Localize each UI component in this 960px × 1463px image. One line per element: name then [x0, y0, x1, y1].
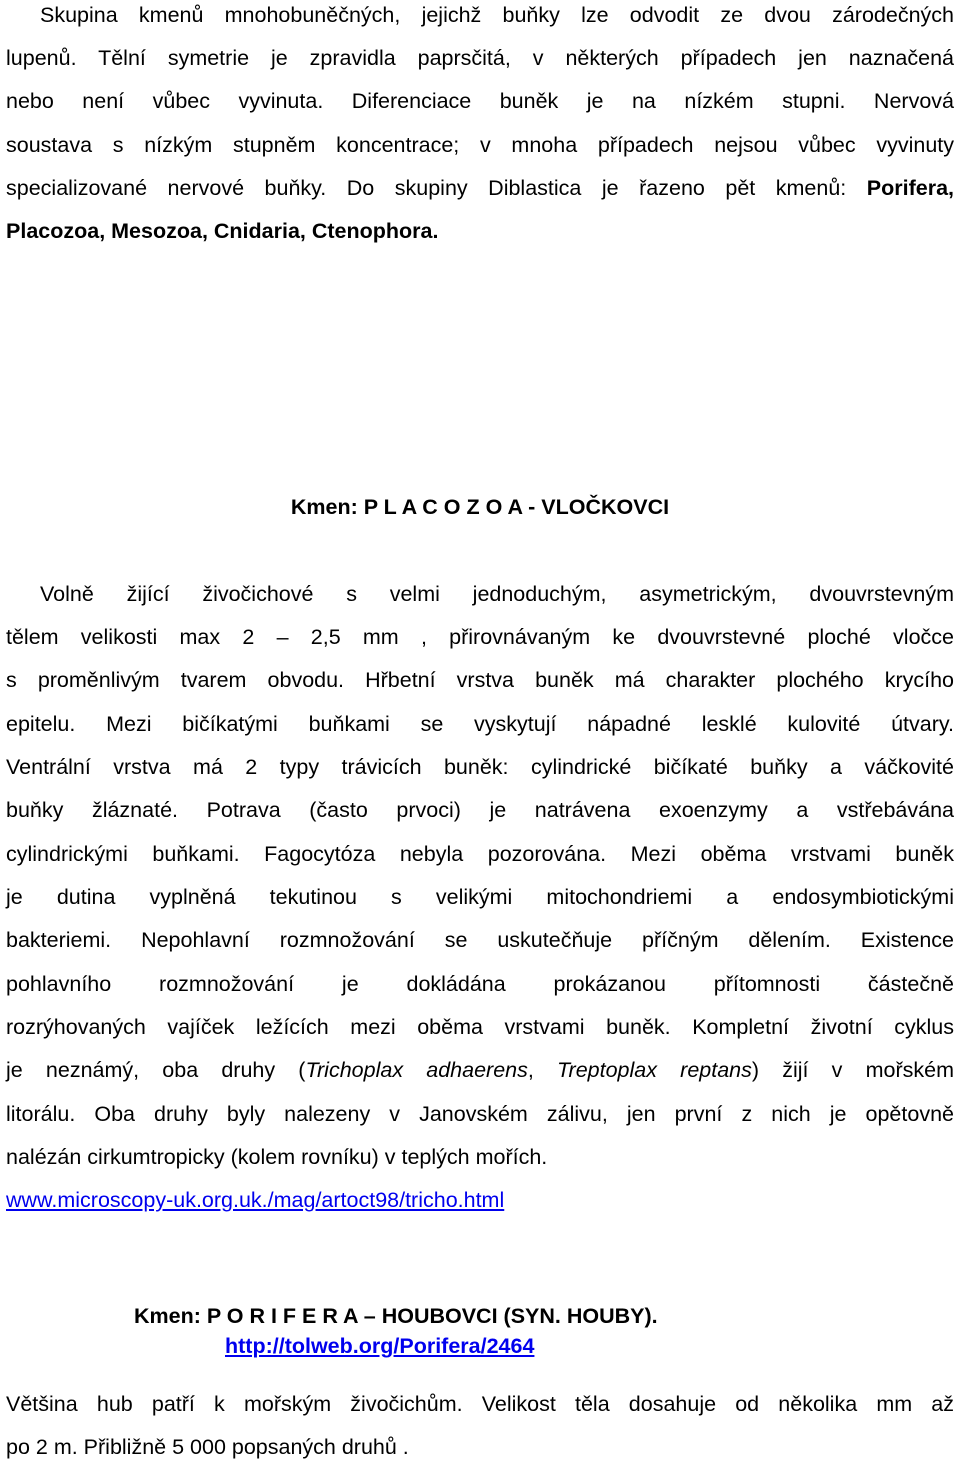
intro-line-5-text: specializované nervové buňky. Do skupiny Diblastica je řazeno pět kmenů:	[6, 176, 867, 200]
intro-line-6-taxa: Placozoa, Mesozoa, Cnidaria, Ctenophora.	[6, 219, 439, 243]
placozoa-line-12-b: ,	[527, 1058, 558, 1082]
porifera-link-line	[225, 1333, 534, 1359]
placozoa-line-9: bakteriemi. Nepohlavní rozmnožování se uskutečňuje příčným dělením. Existence	[6, 928, 954, 952]
placozoa-line-1: Volně žijící živočichové s velmi jednoduchým, asymetrickým, dvouvrstevným	[40, 582, 954, 606]
taxon-porifera: Porifera,	[866, 176, 954, 200]
species-trichoplax: Trichoplax adhaerens	[305, 1058, 528, 1082]
intro-line-1: Skupina kmenů mnohobuněčných, jejichž buňky lze odvodit ze dvou zárodečných	[40, 3, 954, 27]
placozoa-line-13: litorálu. Oba druhy byly nalezeny v Janovském zálivu, jen první z nich je opětovně	[6, 1102, 954, 1126]
placozoa-line-12-a: je neznámý, oba druhy (	[6, 1058, 306, 1082]
placozoa-line-4: epitelu. Mezi bičíkatými buňkami se vyskytují nápadné lesklé kulovité útvary.	[6, 712, 954, 736]
intro-line-5	[6, 175, 954, 201]
placozoa-line-11: rozrýhovaných vajíček ležících mezi oběma vrstvami buněk. Kompletní životní cyklus	[6, 1015, 954, 1039]
intro-line-2: lupenů. Tělní symetrie je zpravidla paprsčitá, v některých případech jen naznačená	[6, 46, 954, 70]
placozoa-heading: Kmen: P L A C O Z O A - VLOČKOVCI	[290, 495, 670, 519]
species-treptoplax: Treptoplax reptans	[557, 1058, 752, 1082]
placozoa-line-6: buňky žláznaté. Potrava (často prvoci) je natrávena exoenzymy a vstřebávána	[6, 798, 954, 822]
porifera-line-1: Většina hub patří k mořským živočichům. Velikost těla dosahuje od několika mm až	[6, 1392, 954, 1416]
intro-line-3: nebo není vůbec vyvinuta. Diferenciace buněk je na nízkém stupni. Nervová	[6, 89, 954, 113]
placozoa-line-12-c: ) žijí v mořském	[751, 1058, 955, 1082]
tolweb-link[interactable]: http://tolweb.org/Porifera/2464	[225, 1334, 535, 1358]
placozoa-line-14: nalézán cirkumtropicky (kolem rovníku) v teplých mořích.	[6, 1145, 548, 1169]
porifera-heading: Kmen: P O R I F E R A – HOUBOVCI (SYN. HOUBY).	[134, 1304, 658, 1328]
porifera-line-2: po 2 m. Přibližně 5 000 popsaných druhů .	[6, 1435, 409, 1459]
placozoa-line-3: s proměnlivým tvarem obvodu. Hřbetní vrstva buněk má charakter plochého krycího	[6, 668, 954, 692]
placozoa-line-5: Ventrální vrstva má 2 typy trávicích buněk: cylindrické bičíkaté buňky a váčkovité	[6, 755, 954, 779]
placozoa-link-line	[6, 1187, 504, 1213]
placozoa-line-12	[6, 1057, 954, 1083]
placozoa-line-2: tělem velikosti max 2 – 2,5 mm , přirovnávaným ke dvouvrstevné ploché vločce	[6, 625, 954, 649]
intro-line-4: soustava s nízkým stupněm koncentrace; v mnoha případech nejsou vůbec vyvinuty	[6, 133, 954, 157]
placozoa-line-8: je dutina vyplněná tekutinou s velikými mitochondriemi a endosymbiotickými	[6, 885, 954, 909]
placozoa-line-10: pohlavního rozmnožování je dokládána prokázanou přítomnosti částečně	[6, 972, 954, 996]
microscopy-link[interactable]: www.microscopy-uk.org.uk./mag/artoct98/tricho.html	[6, 1188, 505, 1212]
placozoa-line-7: cylindrickými buňkami. Fagocytóza nebyla pozorována. Mezi oběma vrstvami buněk	[6, 842, 954, 866]
